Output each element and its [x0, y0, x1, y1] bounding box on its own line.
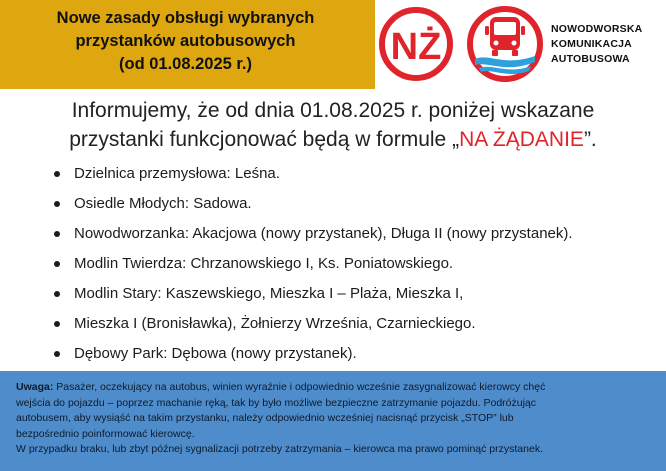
note-line-4: bezpośrednio poinformować kierowcę. — [16, 427, 195, 440]
intro-line-2-start: przystanki funkcjonować będą w formule „ — [69, 128, 460, 151]
list-item: Dębowy Park: Dębowa (nowy przystanek). — [52, 343, 573, 373]
note-box — [0, 371, 666, 471]
title-line-3: (od 01.08.2025 r.) — [119, 55, 252, 73]
on-request-highlight: NA ŻĄDANIE — [459, 128, 584, 151]
intro-line-2 — [0, 125, 666, 154]
note-line-2: wejścia do pojazdu – poprzez machanie ręką, tak by było możliwe bezpieczne zatrzymanie pojazdu. Podróżując — [16, 396, 537, 409]
title-line-1: Nowe zasady obsługi wybranych — [56, 9, 315, 27]
bus-logo-icon — [463, 4, 547, 84]
list-item: Modlin Twierdza: Chrzanowskiego I, Ks. Poniatowskiego. — [52, 253, 573, 283]
brand-line-1: NOWODWORSKA — [551, 23, 643, 35]
note-line-5: W przypadku braku, lub zbyt późnej sygnalizacji potrzeby zatrzymania – kierowca ma prawo pominąć przystanek. — [16, 443, 543, 455]
header-band — [0, 0, 375, 89]
list-item: Mieszka I (Bronisławka), Żołnierzy Września, Czarnieckiego. — [52, 313, 573, 343]
brand-line-2: KOMUNIKACJA — [551, 38, 632, 50]
stops-list — [52, 163, 573, 373]
intro-line-1: Informujemy, że od dnia 01.08.2025 r. poniżej wskazane — [71, 99, 595, 122]
list-item: Nowodworzanka: Akacjowa (nowy przystanek), Długa II (nowy przystanek). — [52, 223, 573, 253]
list-item: Modlin Stary: Kaszewskiego, Mieszka I – Plaża, Mieszka I, — [52, 283, 573, 313]
note-line-3: autobusem, aby wysiąść na takim przystanku, należy odpowiednio wcześniej nacisnąć przycisk „STOP” lub — [16, 412, 514, 424]
title-line-2: przystanków autobusowych — [75, 32, 296, 50]
intro-line-2-end: ”. — [583, 128, 597, 151]
nz-logo-icon — [374, 6, 458, 82]
brand-name — [551, 22, 642, 67]
nz-logo-text: NŻ — [390, 26, 442, 68]
brand-line-3: AUTOBUSOWA — [551, 53, 630, 65]
list-item: Osiedle Młodych: Sadowa. — [52, 193, 573, 223]
header — [0, 0, 666, 89]
note-line-1-text: Pasażer, oczekujący na autobus, winien wyraźnie i odpowiednio wcześnie zasygnalizować kierowcy chęć — [53, 381, 546, 393]
note-line-1 — [16, 380, 654, 396]
announcement-title — [8, 7, 363, 76]
intro-statement — [0, 96, 666, 154]
list-item: Dzielnica przemysłowa: Leśna. — [52, 163, 573, 193]
note-label: Uwaga: — [16, 381, 54, 393]
